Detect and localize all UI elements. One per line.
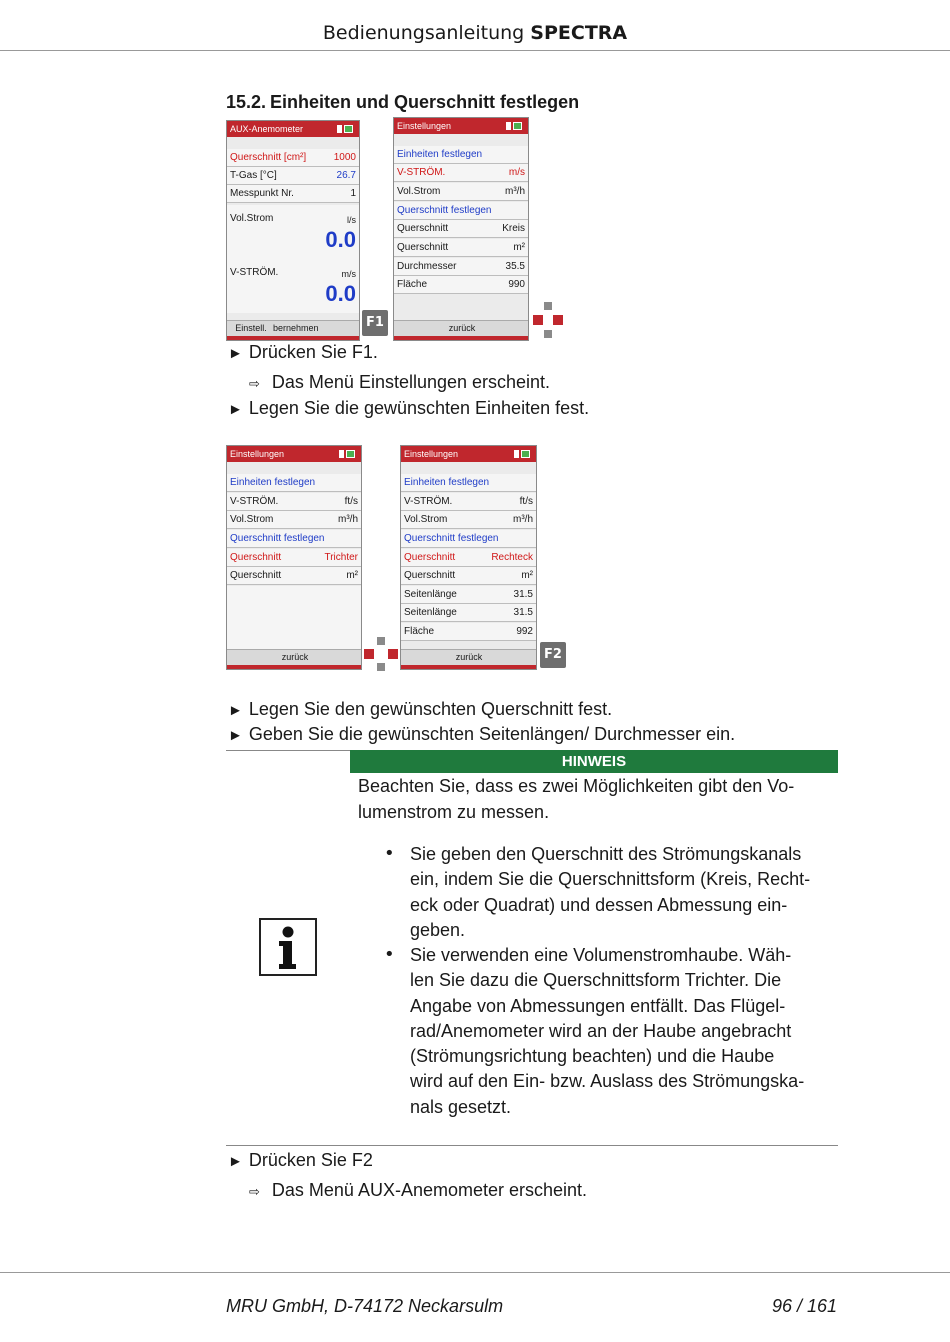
battery-icon (506, 122, 522, 130)
notice-intro-line-2: lumenstrom zu messen. (358, 802, 550, 822)
row-volstrom: Vol.Strom m³/h (401, 511, 536, 529)
screen-title-bar (227, 121, 359, 137)
vstroem-value: 0.0 (325, 281, 356, 306)
footer-company: MRU GmbH, D-74172 Neckarsulm (226, 1296, 504, 1316)
softkey-zurueck[interactable]: zurück (455, 652, 483, 662)
bullet-icon: • (384, 843, 395, 864)
row-seitenlaenge-2: Seitenlänge 31.5 (401, 604, 536, 622)
row-querschnitt-unit: Querschnitt m² (227, 567, 361, 585)
row-einheiten-section: Einheiten festlegen (227, 474, 361, 492)
row-querschnitt-form: Querschnitt Rechteck (401, 549, 536, 567)
vstroem-unit: m/s (341, 269, 356, 279)
footer-page-number: 96 / 161 (771, 1296, 837, 1316)
softkey-bar (401, 649, 536, 665)
info-icon (259, 918, 317, 976)
row-querschnitt: Querschnitt [cm²] 1000 (227, 149, 359, 167)
screen-title-bar (401, 446, 536, 462)
softkey-einstell[interactable]: Einstell. (235, 323, 267, 333)
softkey-bar (227, 320, 359, 336)
header-product: SPECTRA (530, 22, 628, 44)
section-title-text: Einheiten und Querschnitt festlegen (270, 92, 580, 112)
dpad-icon[interactable] (364, 637, 398, 671)
softkey-bar (227, 649, 361, 665)
notice-bottom-line (226, 1145, 838, 1146)
screen-title: Einstellungen (230, 449, 285, 459)
result-menu-einstellungen: ⇨ Das Menü Einstellungen erscheint. (249, 372, 551, 392)
step-set-querschnitt: ► Legen Sie den gewünschten Querschnitt fest. (228, 699, 613, 719)
row-vstroem: V-STRÖM. m/s (394, 164, 528, 182)
screen-bottom-strip (394, 336, 528, 340)
volstrom-label: Vol.Strom (230, 213, 274, 224)
step-enter-dimensions: ► Geben Sie die gewünschten Seitenlängen/ Durchmesser ein. (228, 724, 736, 744)
row-volstrom: Vol.Strom m³/h (227, 511, 361, 529)
row-vstroem: V-STRÖM. ft/s (227, 493, 361, 511)
notice-intro-line-1: Beachten Sie, dass es zwei Möglichkeiten gibt den Vo- (358, 776, 795, 796)
softkey-bar (394, 320, 528, 336)
notice-bullet-1: Sie geben den Querschnitt des Strömungskanals ein, indem Sie die Querschnittsform (Kreis, Recht- eck oder Quadrat) und dessen Abmessung ein- geben. (410, 844, 811, 940)
header-prefix: Bedienungsanleitung (322, 22, 531, 44)
row-vstroem: V-STRÖM. ft/s (401, 493, 536, 511)
result-menu-aux: ⇨ Das Menü AUX-Anemometer erscheint. (249, 1180, 588, 1200)
device-screen-einstellungen-trichter (226, 445, 362, 670)
screen-title: Einstellungen (397, 121, 452, 131)
screen-title: AUX-Anemometer (230, 124, 304, 134)
row-messpunkt: Messpunkt Nr. 1 (227, 185, 359, 203)
row-volstrom: Vol.Strom m³/h (394, 183, 528, 201)
battery-icon (339, 450, 355, 458)
screen-title-bar (227, 446, 361, 462)
softkey-uebernehmen[interactable]: bernehmen (273, 323, 319, 333)
row-querschnitt-section: Querschnitt festlegen (227, 530, 361, 548)
footer-divider (0, 1272, 950, 1273)
softkey-zurueck[interactable]: zurück (448, 323, 476, 333)
f1-key[interactable]: F1 (362, 310, 388, 336)
screen-title: Einstellungen (404, 449, 459, 459)
bullet-icon: • (384, 944, 395, 965)
row-flaeche: Fläche 992 (401, 623, 536, 641)
device-screen-aux-anemometer (226, 120, 360, 341)
volstrom-value: 0.0 (325, 227, 356, 252)
row-querschnitt-unit: Querschnitt m² (401, 567, 536, 585)
notice-bullet-2: Sie verwenden eine Volumenstromhaube. Wäh- len Sie dazu die Querschnittsform Trichter. Die Angabe von Abmessungen entfällt. Das Flügel- rad/Anemometer wird an der Haube angebracht (Strömungsrichtung beachten) und die Haube wird auf den Ein- bzw. Auslass des Strömungska- nals gesetzt. (410, 945, 805, 1117)
dpad-icon[interactable] (533, 302, 563, 338)
row-tgas: T-Gas [°C] 26.7 (227, 167, 359, 185)
screen-bottom-strip (227, 665, 361, 669)
screen-title-bar (394, 118, 528, 134)
row-flaeche: Fläche 990 (394, 276, 528, 294)
battery-icon (514, 450, 530, 458)
row-querschnitt-form: Querschnitt Kreis (394, 220, 528, 238)
row-querschnitt-unit: Querschnitt m² (394, 239, 528, 257)
header-divider (0, 50, 950, 51)
row-querschnitt-section: Querschnitt festlegen (401, 530, 536, 548)
page-header (0, 22, 950, 44)
section-title (226, 92, 579, 113)
notice-heading: HINWEIS (350, 750, 838, 773)
battery-icon (337, 125, 353, 133)
device-screen-einstellungen-kreis (393, 117, 529, 341)
row-einheiten-section: Einheiten festlegen (394, 146, 528, 164)
row-einheiten-section: Einheiten festlegen (401, 474, 536, 492)
step-press-f1: ► Drücken Sie F1. (228, 342, 378, 362)
device-screen-einstellungen-rechteck (400, 445, 537, 670)
vstroem-label: V-STRÖM. (230, 267, 279, 278)
row-querschnitt-section: Querschnitt festlegen (394, 202, 528, 220)
screen-bottom-strip (401, 665, 536, 669)
row-querschnitt-form: Querschnitt Trichter (227, 549, 361, 567)
step-press-f2: ► Drücken Sie F2 (228, 1150, 373, 1170)
volstrom-unit: l/s (347, 215, 356, 225)
f2-key[interactable]: F2 (540, 642, 566, 668)
softkey-zurueck[interactable]: zurück (281, 652, 309, 662)
step-set-units: ► Legen Sie die gewünschten Einheiten fest. (228, 398, 590, 418)
section-number: 15.2. (226, 92, 267, 112)
notice-top-line (226, 750, 350, 751)
row-durchmesser: Durchmesser 35.5 (394, 258, 528, 276)
screen-bottom-strip (227, 336, 359, 340)
row-seitenlaenge-1: Seitenlänge 31.5 (401, 586, 536, 604)
